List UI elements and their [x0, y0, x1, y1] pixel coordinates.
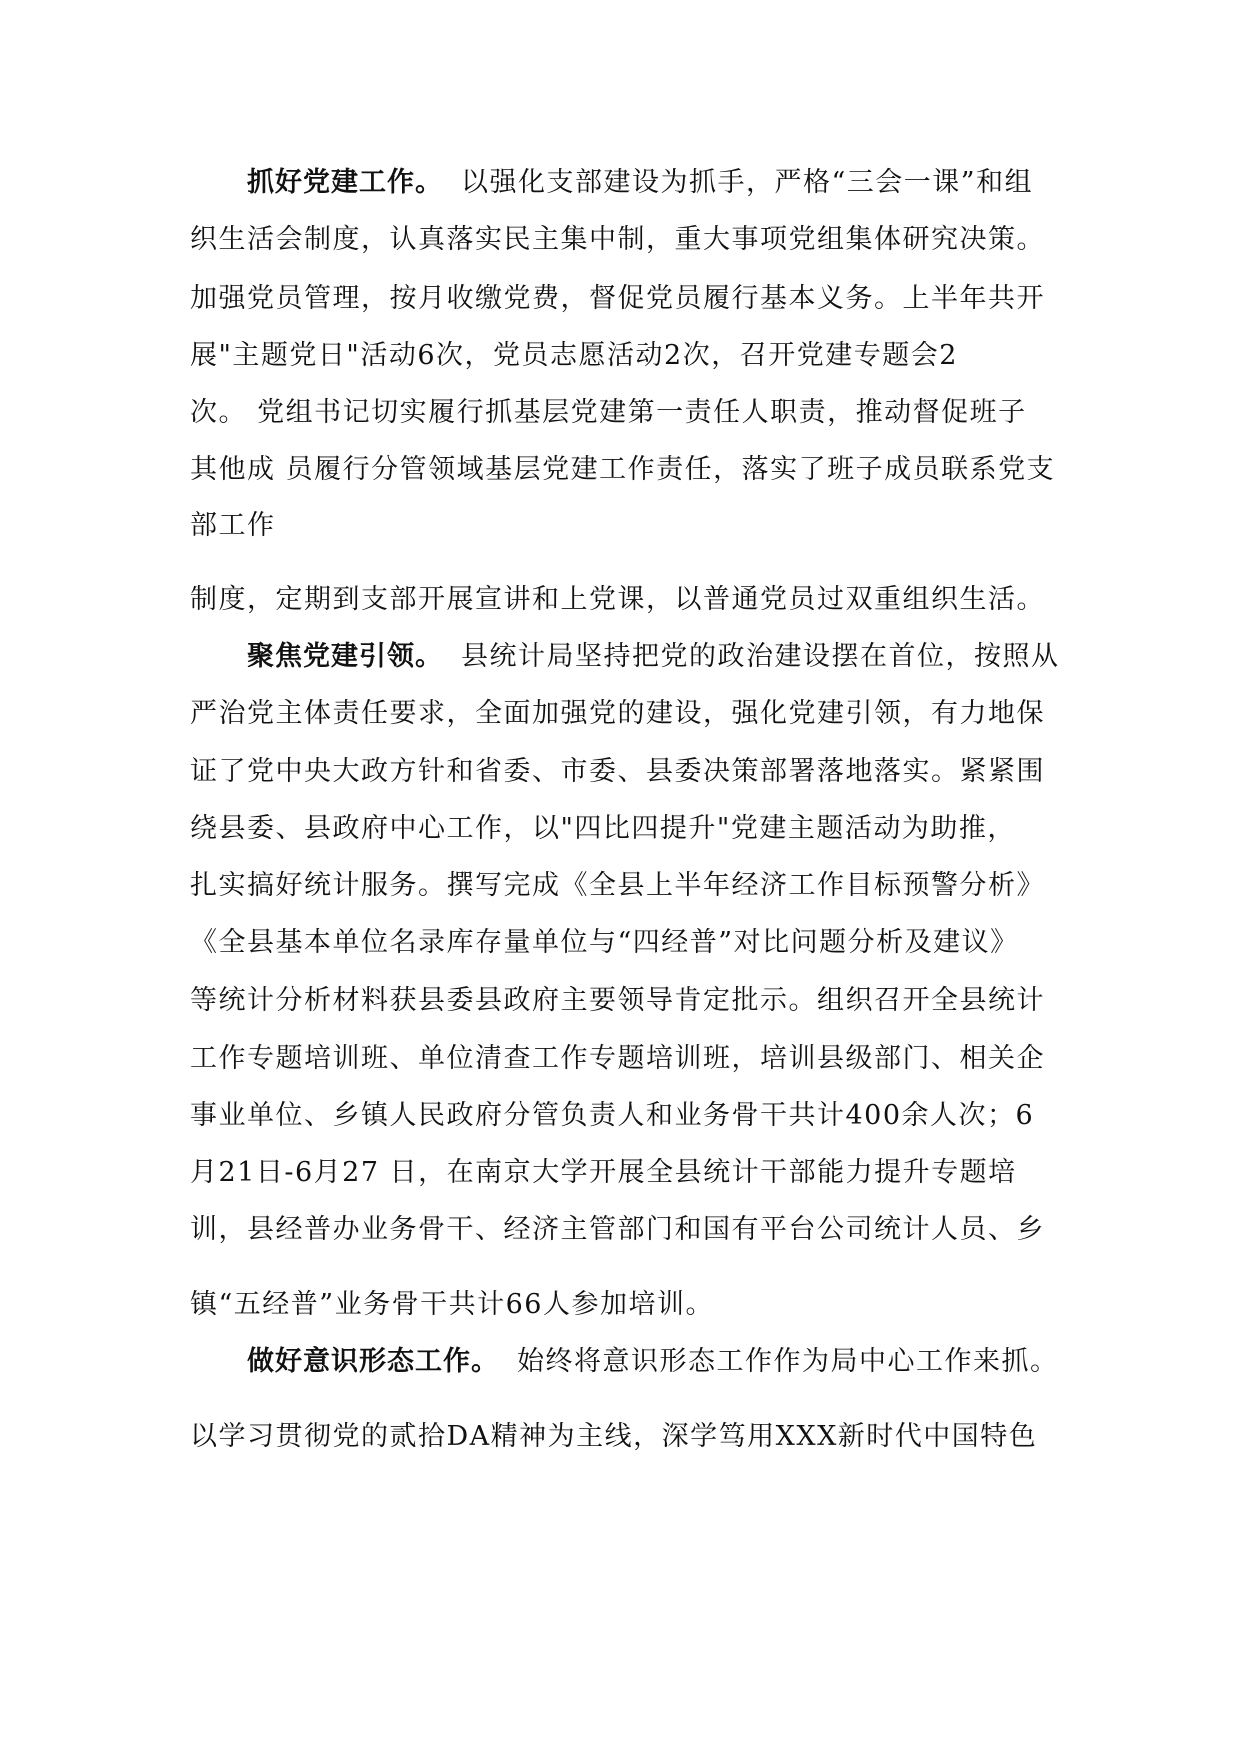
- paragraph-line: 严治党主体责任要求，全面加强党的建设，强化党建引领，有力地保: [190, 698, 1045, 729]
- paragraph-line: 等统计分析材料获县委县政府主要领导肯定批示。组织召开全县统计: [190, 985, 1045, 1016]
- paragraph-line: 制度，定期到支部开展宣讲和上党课，以普通党员过双重组织生活。: [190, 584, 1045, 615]
- paragraph-line: [247, 1342, 1059, 1382]
- paragraph-line: 加强党员管理，按月收缴党费，督促党员履行基本义务。上半年共开: [190, 283, 1045, 314]
- section-heading: 做好意识形态工作。: [247, 1346, 499, 1377]
- paragraph-line: 展"主题党日"活动6次，党员志愿活动2次，召开党建专题会2: [190, 340, 958, 371]
- paragraph-line: 其他成 员履行分管领域基层党建工作责任，落实了班子成员联系党支: [190, 454, 1056, 485]
- paragraph-line: 绕县委、县政府中心工作，以"四比四提升"党建主题活动为助推，: [190, 813, 1016, 844]
- paragraph-line: 织生活会制度，认真落实民主集中制，重大事项党组集体研究决策。: [190, 224, 1045, 255]
- paragraph-line: 工作专题培训班、单位清查工作专题培训班，培训县级部门、相关企: [190, 1043, 1045, 1074]
- paragraph-text: 县统计局坚持把党的政治建设摆在首位，按照从: [461, 641, 1060, 672]
- paragraph-text: 以强化支部建设为抓手，严格“三会一课”和组: [461, 167, 1034, 198]
- paragraph-line: [247, 163, 1033, 203]
- paragraph-line: 《全县基本单位名录库存量单位与“四经普”对比问题分析及建议》: [190, 927, 1019, 958]
- paragraph-line: 事业单位、乡镇人民政府分管负责人和业务骨干共计400余人次；6: [190, 1100, 1035, 1131]
- paragraph-line: 训，县经普办业务骨干、经济主管部门和国有平台公司统计人员、乡: [190, 1214, 1045, 1245]
- paragraph-line: 扎实搞好统计服务。撰写完成《全县上半年经济工作目标预警分析》: [190, 870, 1045, 901]
- paragraph-text: 始终将意识形态工作作为局中心工作来抓。: [517, 1346, 1059, 1377]
- section-heading: 抓好党建工作。: [247, 167, 443, 198]
- paragraph-line: 证了党中央大政方针和省委、市委、县委决策部署落地落实。紧紧围: [190, 756, 1045, 787]
- paragraph-line: 部工作: [190, 510, 276, 541]
- paragraph-line: 次。 党组书记切实履行抓基层党建第一责任人职责，推动督促班子: [190, 397, 1027, 428]
- paragraph-line: 镇“五经普”业务骨干共计66人参加培训。: [190, 1289, 714, 1320]
- paragraph-line: [247, 637, 1060, 677]
- paragraph-line: 以学习贯彻党的贰拾DA精神为主线，深学笃用XXX新时代中国特色: [190, 1421, 1038, 1452]
- section-heading: 聚焦党建引领。: [247, 641, 443, 672]
- paragraph-line: 月21日-6月27 日，在南京大学开展全县统计干部能力提升专题培: [190, 1157, 1017, 1188]
